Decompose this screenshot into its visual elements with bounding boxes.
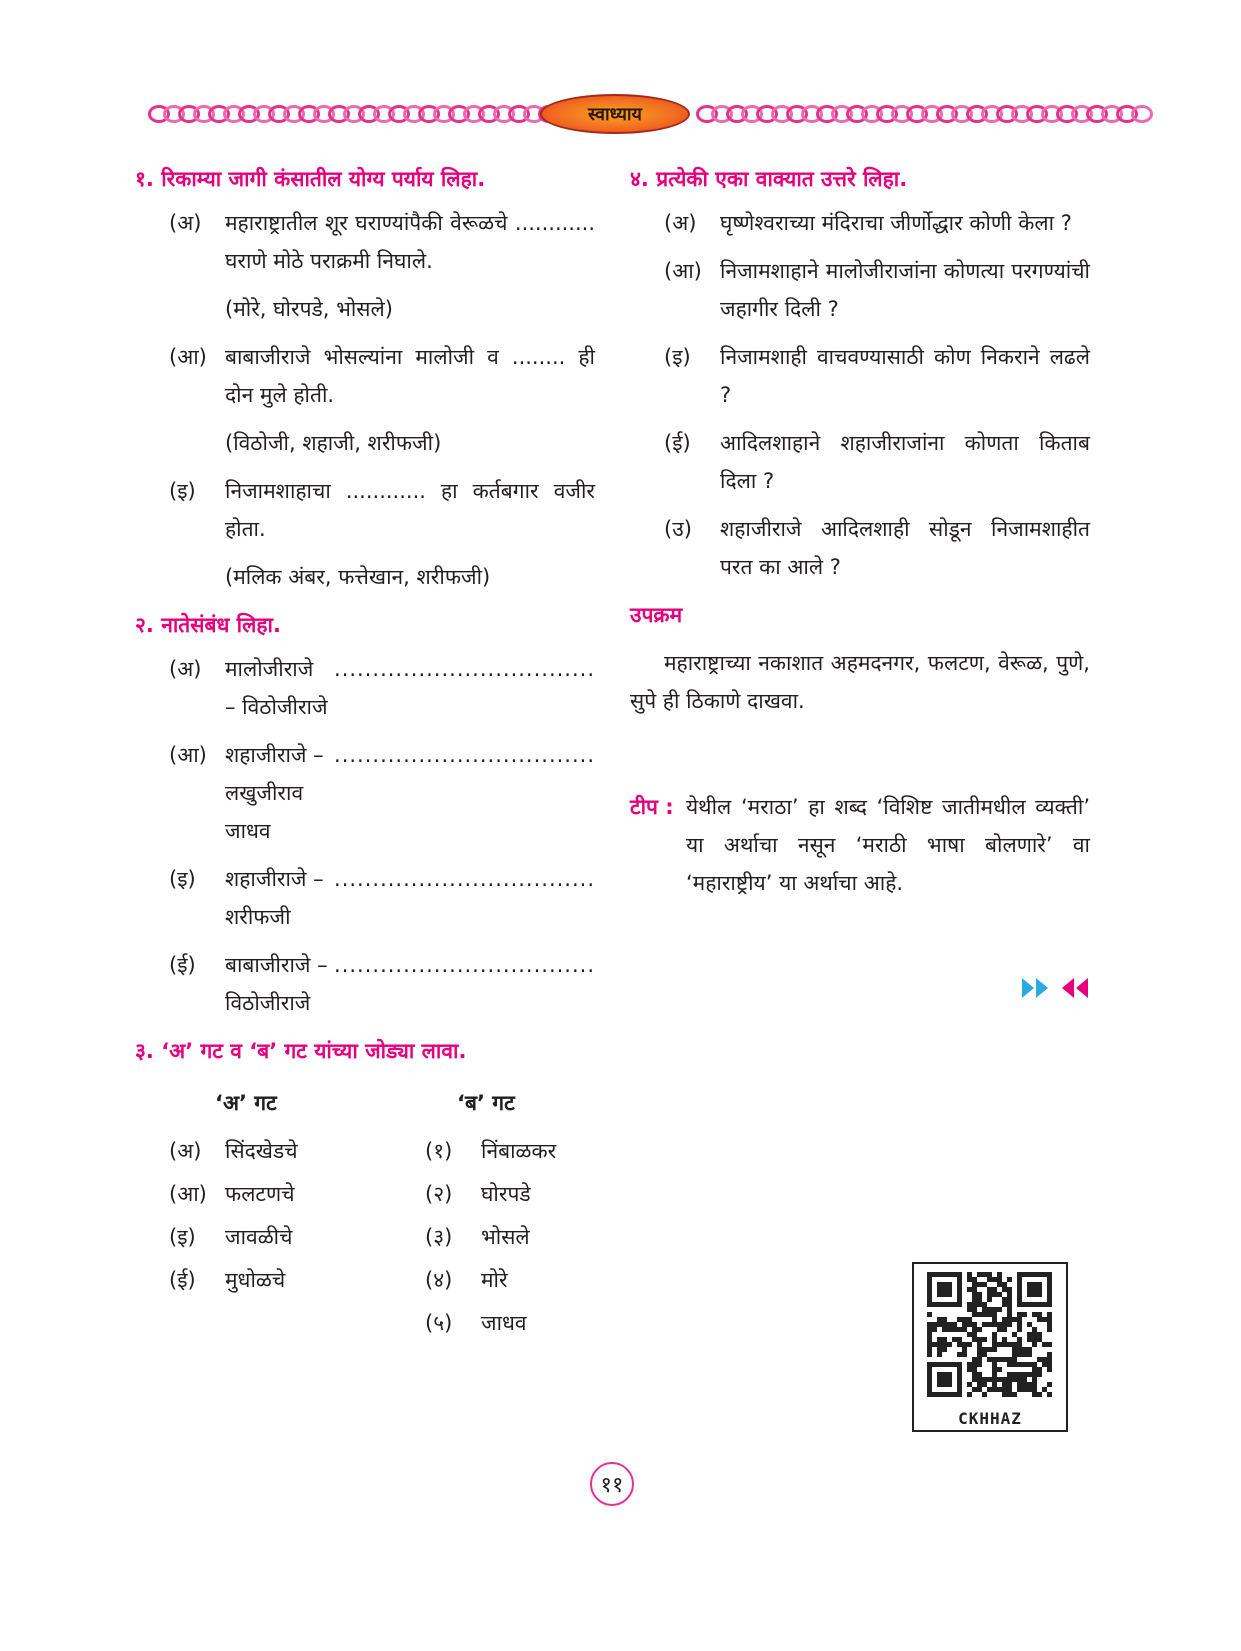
q1-heading: १. रिकाम्या जागी कंसातील योग्य पर्याय लिहा. <box>135 167 486 191</box>
answer-blank: .................................. <box>334 867 595 891</box>
qr-code[interactable] <box>912 1262 1068 1432</box>
q1-item-label: (इ) <box>169 479 196 503</box>
q1-item <box>169 204 595 280</box>
group-a-label: (इ) <box>169 1225 196 1249</box>
q2-item-label: (अ) <box>169 657 202 681</box>
note <box>630 788 1090 902</box>
group-b-item <box>425 1218 530 1256</box>
q4-item <box>664 204 1090 242</box>
q4-item <box>664 338 1090 414</box>
q2-item <box>169 860 595 936</box>
group-a-label: (अ) <box>169 1139 202 1163</box>
section-title: स्वाध्याय <box>540 94 690 134</box>
q1-item-options: (विठोजी, शहाजी, शरीफजी) <box>225 431 442 455</box>
q1-item-options: (मलिक अंबर, फत्तेखान, शरीफजी) <box>225 565 491 589</box>
answer-blank: .................................. <box>334 657 595 681</box>
group-a-item <box>169 1261 285 1299</box>
group-b-item <box>425 1261 508 1299</box>
group-b-label: (५) <box>425 1311 453 1335</box>
group-b-item <box>425 1175 531 1213</box>
q4-item-label: (अ) <box>664 211 697 235</box>
q1-item-options: (मोरे, घोरपडे, भोसले) <box>225 297 393 321</box>
q4-item <box>664 424 1090 500</box>
activity-text: महाराष्ट्राच्या नकाशात अहमदनगर, फलटण, वेरूळ, पुणे, सुपे ही ठिकाणे दाखवा. <box>630 651 1090 713</box>
group-b-item <box>425 1304 527 1342</box>
page-number: ११ <box>590 1462 634 1506</box>
q4-item-label: (इ) <box>664 345 691 369</box>
q4-item-label: (आ) <box>664 259 702 283</box>
decorative-chain-left <box>148 104 548 126</box>
q1-item-text: महाराष्ट्रातील शूर घराण्यांपैकी वेरूळचे ............ घराणे मोठे पराक्रमी निघाले. <box>225 211 595 273</box>
q4-item-label: (उ) <box>664 517 692 541</box>
q4-item <box>664 510 1090 586</box>
q1-item <box>169 338 595 414</box>
q1-item-text: बाबाजीराजे भोसल्यांना मालोजी व ........ ही दोन मुले होती. <box>225 345 595 407</box>
group-b-text: जाधव <box>481 1311 527 1335</box>
q1-item-label: (आ) <box>169 345 207 369</box>
q3-heading: ३. ‘अ’ गट व ‘ब’ गट यांच्या जोड्या लावा. <box>135 1039 467 1063</box>
group-a-label: (आ) <box>169 1182 207 1206</box>
qr-code-icon <box>914 1264 1066 1404</box>
group-a-title: ‘अ’ गट <box>215 1091 277 1115</box>
note-label: टीप : <box>630 795 674 819</box>
group-a-text: मुधोळचे <box>225 1268 286 1292</box>
group-b-label: (१) <box>425 1139 453 1163</box>
q2-item-label: (आ) <box>169 743 207 767</box>
decorative-chain-right <box>696 104 1088 126</box>
group-a-item <box>169 1132 298 1170</box>
q1-item-text: निजामशाहाचा ............ हा कर्तबगार वजीर होता. <box>225 479 595 541</box>
q1-item <box>169 472 595 548</box>
answer-blank: .................................. <box>334 743 595 767</box>
activity-heading: उपक्रम <box>630 603 683 627</box>
q4-item <box>664 252 1090 328</box>
group-a-label: (ई) <box>169 1268 196 1292</box>
group-b-item <box>425 1132 556 1170</box>
q2-item <box>169 736 595 850</box>
q2-item-label: (इ) <box>169 867 196 891</box>
chain-ring <box>1131 105 1153 123</box>
group-b-label: (२) <box>425 1182 453 1206</box>
q2-item-label: (ई) <box>169 953 196 977</box>
q1-item-label: (अ) <box>169 211 202 235</box>
group-b-label: (३) <box>425 1225 453 1249</box>
group-b-text: मोरे <box>481 1268 508 1292</box>
q2-item-text: बाबाजीराजे – विठोजीराजे <box>225 953 328 1015</box>
q4-item-text: निजामशाही वाचवण्यासाठी कोण निकराने लढले ? <box>720 345 1090 407</box>
left-column <box>135 160 595 1376</box>
right-column <box>630 160 1090 902</box>
group-a-item <box>169 1218 292 1256</box>
q2-heading: २. नातेसंबंध लिहा. <box>135 613 281 637</box>
group-b-label: (४) <box>425 1268 453 1292</box>
section-end-icon <box>1020 975 1090 1001</box>
q2-item <box>169 946 595 1022</box>
group-b-title: ‘ब’ गट <box>457 1091 515 1115</box>
group-a-text: फलटणचे <box>225 1182 295 1206</box>
q4-item-text: शहाजीराजे आदिलशाही सोडून निजामशाहीत परत का आले ? <box>720 517 1090 579</box>
q4-item-text: आदिलशाहाने शहाजीराजांना कोणता किताब दिला ? <box>720 431 1090 493</box>
group-b-text: भोसले <box>481 1225 530 1249</box>
group-a-item <box>169 1175 295 1213</box>
qr-code-text: CKHHAZ <box>958 1409 1022 1428</box>
group-b-text: निंबाळकर <box>481 1139 557 1163</box>
q2-item-text: शहाजीराजे – शरीफजी <box>225 867 324 929</box>
q4-item-text: घृष्णेश्वराच्या मंदिराचा जीर्णोद्धार कोणी केला ? <box>720 211 1072 235</box>
group-b-text: घोरपडे <box>481 1182 531 1206</box>
section-banner <box>148 94 1098 138</box>
q4-item-text: निजामशाहाने मालोजीराजांना कोणत्या परगण्यांची जहागीर दिली ? <box>720 259 1090 321</box>
q2-item-text: मालोजीराजे – विठोजीराजे <box>225 657 328 719</box>
q2-item <box>169 650 595 726</box>
answer-blank: .................................. <box>334 953 595 977</box>
q2-item-text: शहाजीराजे – लखुजीराव जाधव <box>225 743 324 843</box>
group-a-text: सिंदखेडचे <box>225 1139 298 1163</box>
q4-item-label: (ई) <box>664 431 691 455</box>
match-table <box>135 1076 595 1376</box>
group-a-text: जावळीचे <box>225 1225 293 1249</box>
q4-heading: ४. प्रत्येकी एका वाक्यात उत्तरे लिहा. <box>630 167 908 191</box>
note-text: येथील ‘मराठा’ हा शब्द ‘विशिष्ट जातीमधील व्यक्ती’ या अर्थाचा नसून ‘मराठी भाषा बोलणारे’ वा ‘महाराष्ट्रीय’ या अर्थाचा आहे. <box>686 795 1090 895</box>
